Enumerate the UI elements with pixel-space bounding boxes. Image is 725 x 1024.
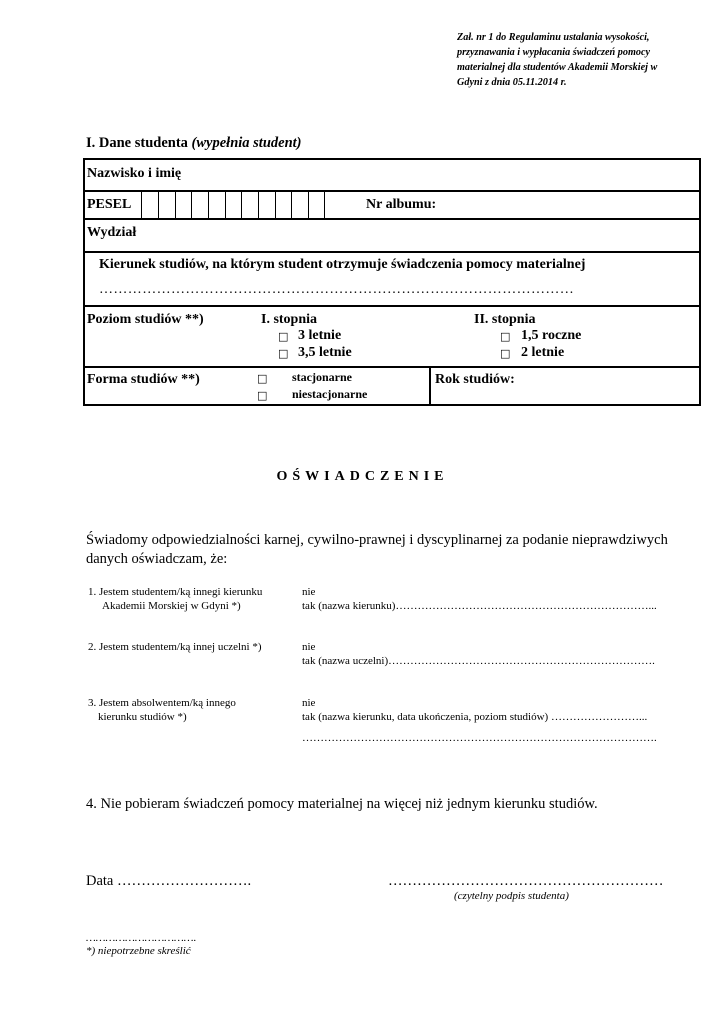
year-of-study-label: Rok studiów:	[435, 372, 515, 387]
declaration-intro: Świadomy odpowiedzialności karnej, cywilno-prawnej i dyscyplinarnej za podanie nieprawdziwych danych oświadczam, że:	[86, 532, 668, 567]
item-1-line2: Akademii Morskiej w Gdyni *)	[102, 600, 241, 612]
checkbox-3-5-years[interactable]: □	[278, 347, 289, 360]
pesel-label: PESEL	[87, 197, 132, 212]
table-border	[429, 366, 431, 404]
major-label: Kierunek studiów, na którym student otrzymuje świadczenia pomocy materialnej	[99, 257, 586, 272]
pesel-box-divider	[158, 190, 159, 218]
item-1-line1: 1. Jestem studentem/ką innegi kierunku	[88, 586, 263, 598]
option-2-years: 2 letnie	[521, 345, 565, 360]
annotation-line: Zał. nr 1 do Regulaminu ustalania wysokości,	[457, 32, 650, 43]
checkbox-part-time[interactable]: □	[257, 389, 268, 402]
pesel-box-divider	[141, 190, 142, 218]
study-form-label: Forma studiów **)	[87, 372, 200, 387]
signature-line[interactable]: …………………………………………………	[388, 873, 664, 889]
pesel-box-divider	[225, 190, 226, 218]
table-border	[83, 158, 701, 160]
item-3-line2: kierunku studiów *)	[98, 711, 187, 723]
option-3-years: 3 letnie	[298, 328, 342, 343]
table-border	[83, 158, 85, 406]
pesel-box-divider	[175, 190, 176, 218]
item-3-extra-dots: …………………………………………………………………………………….	[302, 732, 657, 744]
name-label: Nazwisko i imię	[87, 166, 182, 181]
item-3-option-no[interactable]: nie	[302, 697, 316, 709]
album-number-label: Nr albumu:	[366, 197, 437, 212]
table-border	[83, 305, 701, 307]
regulation-annotation	[457, 30, 707, 90]
table-border	[699, 158, 701, 406]
table-border	[83, 404, 701, 406]
option-full-time: stacjonarne	[292, 370, 352, 384]
annotation-line: Gdyni z dnia 05.11.2014 r.	[457, 77, 567, 88]
item-2-option-no[interactable]: nie	[302, 641, 316, 653]
student-data-form	[83, 158, 701, 406]
faculty-label: Wydział	[87, 225, 137, 240]
item-1-option-no[interactable]: nie	[302, 586, 316, 598]
signature-caption: (czytelny podpis studenta)	[454, 890, 569, 902]
footnote-separator: …………………………….	[86, 932, 197, 944]
pesel-box-divider	[308, 190, 309, 218]
checkbox-3-years[interactable]: □	[278, 330, 289, 343]
section-title	[86, 135, 302, 152]
item-1-option-yes[interactable]: tak (nazwa kierunku)……………………………………………………………...	[302, 600, 657, 612]
item-3-option-yes[interactable]: tak (nazwa kierunku, data ukończenia, poziom studiów) ……………………...	[302, 711, 648, 723]
item-2-line1: 2. Jestem studentem/ką innej uczelni *)	[88, 641, 262, 653]
pesel-box-divider	[275, 190, 276, 218]
checkbox-1-5-years[interactable]: □	[500, 330, 511, 343]
item-2-option-yes[interactable]: tak (nazwa uczelni)……………………………………………………………….	[302, 655, 655, 667]
second-degree-title: II. stopnia	[474, 312, 536, 327]
pesel-box-divider	[241, 190, 242, 218]
checkbox-full-time[interactable]: □	[257, 372, 268, 385]
option-part-time: niestacjonarne	[292, 387, 368, 401]
section-title-text: I. Dane studenta	[86, 135, 192, 151]
pesel-box-divider	[291, 190, 292, 218]
major-dots: ………………………………………………………………………………………	[99, 282, 575, 297]
declaration-heading: OŚWIADCZENIE	[276, 469, 449, 484]
study-level-label: Poziom studiów **)	[87, 312, 204, 327]
option-1-5-years: 1,5 roczne	[521, 328, 582, 343]
checkbox-2-years[interactable]: □	[500, 347, 511, 360]
first-degree-title: I. stopnia	[261, 312, 318, 327]
statement-4: 4. Nie pobieram świadczeń pomocy materialnej na więcej niż jednym kierunku studiów.	[86, 796, 598, 812]
pesel-box-divider	[191, 190, 192, 218]
table-border	[83, 251, 701, 253]
table-border	[83, 218, 701, 220]
pesel-box-divider	[208, 190, 209, 218]
table-border	[83, 366, 701, 368]
section-subtitle: (wypełnia student)	[191, 135, 302, 151]
annotation-line: przyznawania i wypłacania świadczeń pomocy	[457, 47, 651, 58]
pesel-box-divider	[324, 190, 325, 218]
pesel-box-divider	[258, 190, 259, 218]
footnote-text: *) niepotrzebne skreślić	[86, 945, 191, 957]
option-3-5-years: 3,5 letnie	[298, 345, 352, 360]
annotation-line: materialnej dla studentów Akademii Morskiej w	[457, 62, 658, 73]
date-field[interactable]: Data ……………………….	[86, 873, 252, 889]
item-3-line1: 3. Jestem absolwentem/ką innego	[88, 697, 236, 709]
